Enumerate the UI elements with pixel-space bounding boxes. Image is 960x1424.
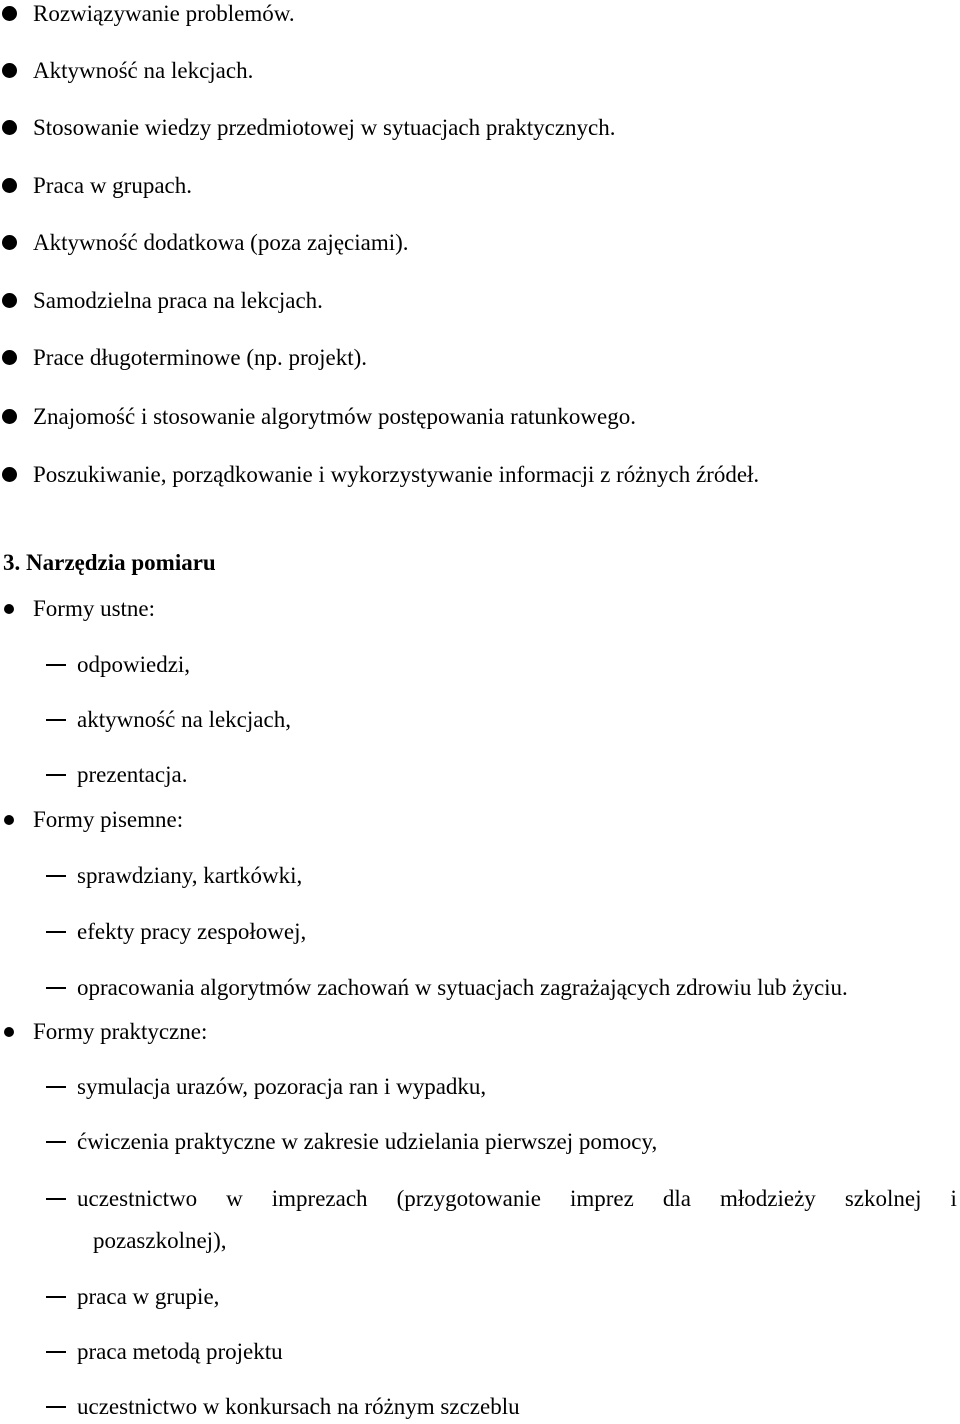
bullet-icon: [2, 6, 17, 21]
word: imprezach: [271, 1186, 368, 1211]
dash-icon: [46, 931, 66, 933]
dash-icon: [46, 1141, 66, 1143]
bullet-icon: [2, 178, 17, 193]
sub-item-text: sprawdziany, kartkówki,: [77, 863, 303, 888]
bullet-icon: [2, 120, 17, 135]
bullet-icon: [4, 815, 14, 825]
dash-icon: [46, 875, 66, 877]
sub-item-text: pozaszkolnej),: [93, 1228, 227, 1253]
dash-icon: [46, 719, 66, 721]
word: uczestnictwo: [77, 1186, 198, 1211]
list-item-text: Poszukiwanie, porządkowanie i wykorzystywanie informacji z różnych źródeł.: [33, 462, 760, 487]
sub-item-text-justified: [77, 1185, 957, 1213]
bullet-icon: [2, 467, 17, 482]
bullet-icon: [2, 235, 17, 250]
word: szkolnej: [844, 1186, 922, 1211]
list-item-text: Znajomość i stosowanie algorytmów postępowania ratunkowego.: [33, 404, 636, 429]
section-heading-text: 3. Narzędzia pomiaru: [3, 550, 216, 575]
dash-icon: [46, 1086, 66, 1088]
sub-item-text: ćwiczenia praktyczne w zakresie udzielania pierwszej pomocy,: [77, 1129, 658, 1154]
sub-item-text: praca w grupie,: [77, 1284, 220, 1309]
word: młodzieży: [719, 1186, 816, 1211]
word: dla: [662, 1186, 691, 1211]
dash-icon: [46, 1198, 66, 1200]
bullet-icon: [2, 293, 17, 308]
dash-icon: [46, 1296, 66, 1298]
category-label: Formy pisemne:: [33, 807, 184, 832]
bullet-icon: [2, 409, 17, 424]
bullet-icon: [2, 63, 17, 78]
dash-icon: [46, 1351, 66, 1353]
sub-item-text: aktywność na lekcjach,: [77, 707, 291, 732]
list-item-text: Rozwiązywanie problemów.: [33, 1, 295, 26]
list-item-text: Aktywność dodatkowa (poza zajęciami).: [33, 230, 409, 255]
sub-item-text: symulacja urazów, pozoracja ran i wypadku,: [77, 1074, 487, 1099]
list-item-text: Samodzielna praca na lekcjach.: [33, 288, 323, 313]
dash-icon: [46, 987, 66, 989]
word: (przygotowanie: [396, 1186, 541, 1211]
word: imprez: [569, 1186, 634, 1211]
sub-item-text: opracowania algorytmów zachowań w sytuacjach zagrażających zdrowiu lub życiu.: [77, 975, 848, 1000]
sub-item-text: efekty pracy zespołowej,: [77, 919, 307, 944]
bullet-icon: [4, 604, 14, 614]
bullet-icon: [2, 350, 17, 365]
sub-item-text: odpowiedzi,: [77, 652, 191, 677]
category-label: Formy praktyczne:: [33, 1019, 208, 1044]
sub-item-text: uczestnictwo w konkursach na różnym szczeblu: [77, 1394, 520, 1419]
dash-icon: [46, 1406, 66, 1408]
list-item-text: Prace długoterminowe (np. projekt).: [33, 345, 368, 370]
sub-item-text: prezentacja.: [77, 762, 188, 787]
list-item-text: Aktywność na lekcjach.: [33, 58, 254, 83]
list-item-text: Praca w grupach.: [33, 173, 193, 198]
bullet-icon: [4, 1027, 14, 1037]
sub-item-text: praca metodą projektu: [77, 1339, 283, 1364]
dash-icon: [46, 774, 66, 776]
list-item-text: Stosowanie wiedzy przedmiotowej w sytuacjach praktycznych.: [33, 115, 616, 140]
word: i: [950, 1186, 957, 1211]
word: w: [226, 1186, 243, 1211]
dash-icon: [46, 664, 66, 666]
category-label: Formy ustne:: [33, 596, 156, 621]
